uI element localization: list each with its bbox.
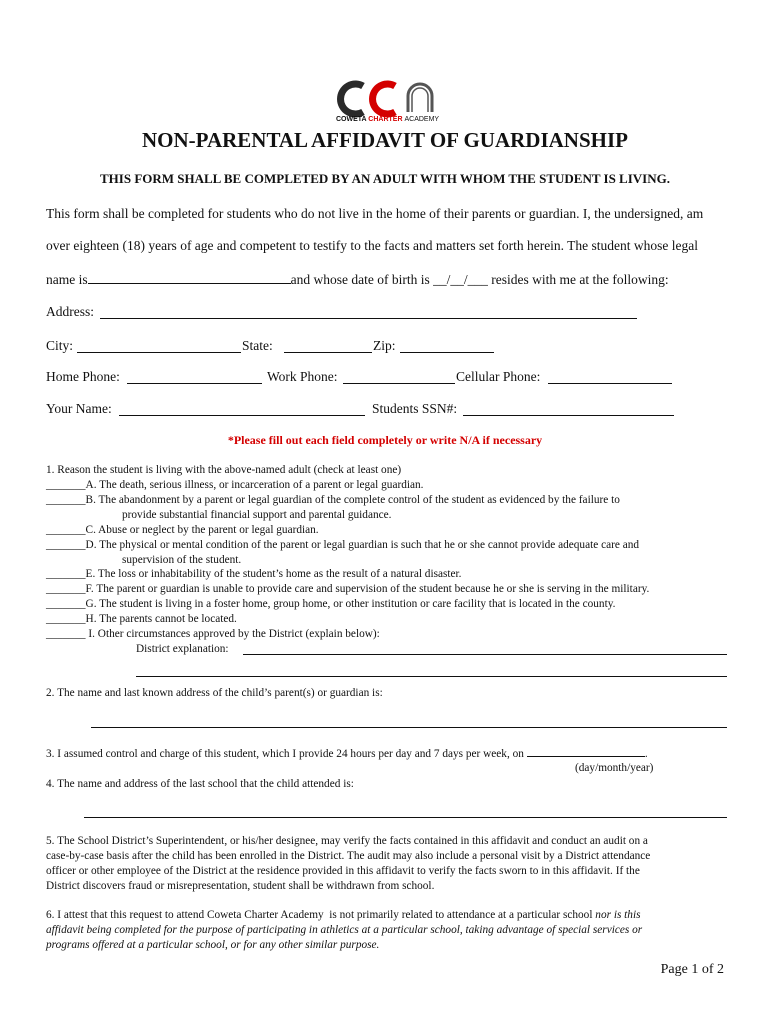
state-label: State: (242, 338, 273, 353)
date-format-hint: (day/month/year) (575, 762, 654, 774)
dob-field[interactable]: __/__/___ (433, 272, 488, 287)
q1-option-g-blank[interactable]: _______ (46, 598, 86, 610)
q1-heading: 1. Reason the student is living with the above-named adult (check at least one) (46, 464, 402, 476)
q5-line-2: case-by-case basis after the child has been enrolled in the District. The audit may also include a personal visit by a District attendance (46, 850, 651, 862)
control-date-field[interactable] (527, 746, 645, 757)
your-name-label: Your Name: (46, 401, 112, 416)
student-name-field[interactable] (88, 271, 291, 284)
q6-line-1-plain: 6. I attest that this request to attend Coweta Charter Academy is not primarily related to attendance at a particular school (46, 909, 596, 921)
city-label: City: (46, 338, 74, 353)
district-explanation-label: District explanation: (136, 643, 229, 655)
home-phone-label: Home Phone: (46, 369, 120, 384)
q1-option-h-blank[interactable]: _______ (46, 613, 86, 625)
your-name-field[interactable] (119, 415, 365, 416)
q1-option-g (46, 597, 615, 612)
q3-period: . (644, 748, 648, 760)
resides-label: resides with me at the following: (491, 272, 669, 287)
q1-option-e-text: E. The loss or inhabitability of the student’s home as the result of a natural disaster. (85, 568, 462, 580)
name-is-label: name is (46, 272, 88, 287)
q1-option-i (46, 627, 380, 642)
q1-option-e (46, 567, 462, 582)
q6-line-1-italic: nor is this (595, 909, 641, 921)
q6-line-2: affidavit being completed for the purpose of participating in athletics at a particular school, taking advantage of special services or (46, 924, 643, 936)
q1-option-f-blank[interactable]: _______ (46, 583, 86, 595)
q1-option-d-text: D. The physical or mental condition of the parent or legal guardian is such that he or she cannot provide adequate care and (85, 539, 640, 551)
zip-label: Zip: (373, 338, 396, 353)
logo-word-charter: CHARTER (368, 116, 403, 123)
district-explanation-field-2[interactable] (136, 676, 727, 677)
form-title: NON-PARENTAL AFFIDAVIT OF GUARDIANSHIP (142, 128, 628, 152)
district-explanation-field[interactable] (243, 654, 727, 655)
q1-option-b (46, 493, 620, 508)
q1-option-b-blank[interactable]: _______ (46, 494, 86, 506)
page-number: Page 1 of 2 (660, 962, 724, 977)
q3-text (46, 746, 648, 762)
q1-option-h (46, 612, 237, 627)
q6-line-1 (46, 908, 641, 923)
cell-phone-label: Cellular Phone: (456, 369, 541, 384)
q1-option-d-cont: supervision of the student. (122, 554, 242, 566)
q1-option-a (46, 478, 424, 493)
q6-line-3: programs offered at a particular school, or for any other similar purpose. (46, 939, 380, 951)
q1-option-h-text: H. The parents cannot be located. (85, 613, 237, 625)
logo-wordmark (336, 116, 439, 123)
address-field-extra (543, 318, 593, 319)
q1-option-i-blank[interactable]: _______ (46, 628, 86, 640)
home-phone-field[interactable] (127, 383, 262, 384)
zip-field[interactable] (400, 352, 494, 353)
form-subtitle: THIS FORM SHALL BE COMPLETED BY AN ADULT WITH WHOM THE STUDENT IS LIVING. (100, 171, 670, 186)
q2-text: 2. The name and last known address of the child’s parent(s) or guardian is: (46, 687, 383, 699)
logo-word-academy: ACADEMY (404, 116, 440, 123)
logo-word-coweta: COWETA (336, 116, 367, 123)
dob-label: and whose date of birth is (290, 272, 430, 287)
fill-out-notice: *Please fill out each field completely or write N/A if necessary (227, 433, 543, 447)
q1-option-b-text: B. The abandonment by a parent or legal guardian of the complete control of the student as evidenced by the failure to (85, 494, 620, 506)
q5-line-3: officer or other employee of the District at the residence provided in this affidavit to verify the facts sworn to in this affidavit. If the (46, 865, 640, 877)
work-phone-label: Work Phone: (267, 369, 338, 384)
q1-option-b-cont: provide substantial financial support and parental guidance. (122, 509, 392, 521)
last-school-field[interactable] (84, 817, 727, 818)
q1-option-i-text: I. Other circumstances approved by the District (explain below): (85, 628, 380, 640)
q3-statement: 3. I assumed control and charge of this student, which I provide 24 hours per day and 7 days per week, on (46, 748, 524, 760)
q5-line-4: District discovers fraud or misrepresentation, student shall be withdrawn from school. (46, 880, 435, 892)
q1-option-a-text: A. The death, serious illness, or incarceration of a parent or legal guardian. (85, 479, 424, 491)
q1-option-f-text: F. The parent or guardian is unable to provide care and supervision of the student because he or she is serving in the military. (85, 583, 650, 595)
city-field[interactable] (77, 352, 241, 353)
intro-line-3 (46, 271, 669, 288)
q1-option-c (46, 523, 319, 538)
cell-phone-field[interactable] (548, 383, 672, 384)
ssn-field[interactable] (463, 415, 674, 416)
q4-text: 4. The name and address of the last school that the child attended is: (46, 778, 354, 790)
q1-option-g-text: G. The student is living in a foster home, group home, or other institution or care facility that is located in the county. (85, 598, 616, 610)
q1-option-d-blank[interactable]: _______ (46, 539, 86, 551)
state-field[interactable] (284, 352, 372, 353)
address-label: Address: (46, 304, 94, 319)
q1-option-d (46, 538, 639, 553)
q1-option-c-text: C. Abuse or neglect by the parent or legal guardian. (85, 524, 319, 536)
intro-line-2: over eighteen (18) years of age and competent to testify to the facts and matters set forth herein. The student whose legal (46, 238, 699, 253)
q1-option-e-blank[interactable]: _______ (46, 568, 86, 580)
q1-option-c-blank[interactable]: _______ (46, 524, 86, 536)
school-logo (333, 78, 440, 128)
q1-option-f (46, 582, 649, 597)
q1-option-a-blank[interactable]: _______ (46, 479, 86, 491)
parent-address-field[interactable] (91, 727, 727, 728)
ssn-label: Students SSN#: (372, 401, 458, 416)
q5-line-1: 5. The School District’s Superintendent, or his/her designee, may verify the facts contained in this affidavit and conduct an audit on a (46, 835, 648, 847)
intro-line-1: This form shall be completed for students who do not live in the home of their parents or guardian. I, the undersigned, am (46, 206, 704, 221)
work-phone-field[interactable] (343, 383, 455, 384)
